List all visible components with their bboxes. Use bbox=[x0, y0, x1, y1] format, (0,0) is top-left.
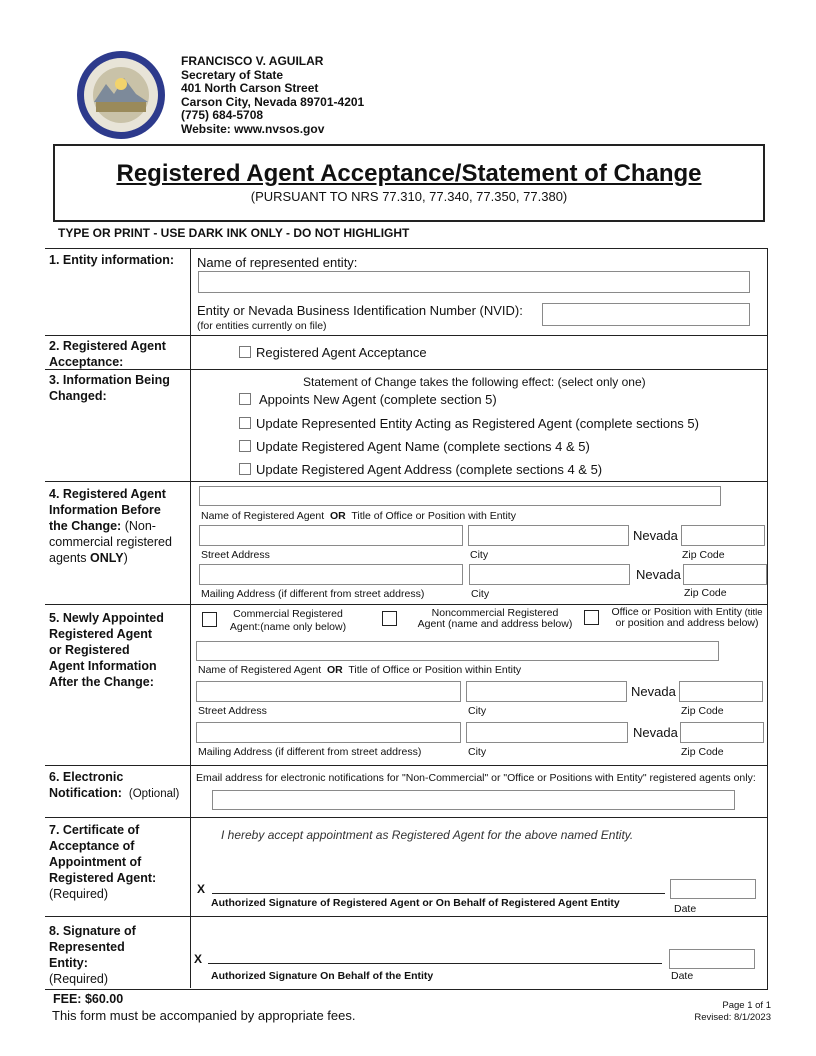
new-mailing-input[interactable] bbox=[196, 722, 461, 743]
prior-zip-input[interactable] bbox=[681, 525, 765, 546]
office-city: Carson City, Nevada 89701-4201 bbox=[181, 94, 365, 109]
registered-agent-acceptance-checkbox[interactable] bbox=[239, 346, 251, 358]
agent-signature-date-input[interactable] bbox=[670, 879, 756, 899]
section-1-label: 1. Entity information: bbox=[49, 253, 174, 267]
option-label-line: Agent:(name only below) bbox=[229, 621, 347, 633]
secretary-name: FRANCISCO V. AGUILAR bbox=[181, 54, 324, 68]
office-phone: (775) 684-5708 bbox=[181, 108, 264, 123]
entity-signature-line[interactable] bbox=[208, 963, 662, 964]
section-4-label-part: ) bbox=[123, 551, 128, 565]
commercial-agent-checkbox[interactable] bbox=[202, 612, 217, 627]
nevada-state-seal bbox=[76, 50, 166, 140]
section-4-label-part: agents bbox=[49, 551, 91, 565]
new-mailing-state-label: Nevada bbox=[633, 725, 678, 740]
option-label-part: Office or Position with Entity bbox=[611, 606, 742, 618]
new-zip-caption: Zip Code bbox=[681, 705, 724, 717]
form-title: Registered Agent Acceptance/Statement of Change bbox=[116, 160, 702, 187]
update-agent-address-checkbox[interactable] bbox=[239, 463, 251, 475]
option-label-part: (title bbox=[741, 607, 763, 618]
entity-name-input[interactable] bbox=[198, 271, 750, 293]
new-city-caption: City bbox=[468, 705, 487, 717]
registered-agent-acceptance-label: Registered Agent Acceptance bbox=[256, 345, 427, 360]
section-3-label-line: Changed: bbox=[49, 389, 107, 403]
title-box bbox=[53, 144, 765, 222]
section-4-label-part: ONLY bbox=[90, 551, 124, 565]
caption-part: Name of Registered Agent bbox=[198, 664, 322, 676]
prior-mailing-zip-input[interactable] bbox=[683, 564, 767, 585]
caption-or: OR bbox=[330, 510, 346, 522]
section-5-label bbox=[49, 610, 164, 690]
agent-signature-line[interactable] bbox=[212, 893, 665, 894]
secretary-of-state-header bbox=[181, 55, 364, 137]
section-2-label-line: Acceptance: bbox=[49, 355, 124, 369]
prior-city-input[interactable] bbox=[468, 525, 629, 546]
prior-state-label: Nevada bbox=[633, 528, 678, 543]
section-4-label-line: 4. Registered Agent bbox=[49, 487, 166, 501]
column-divider bbox=[190, 248, 191, 988]
acceptance-statement: I hereby accept appointment as Registered Agent for the above named Entity. bbox=[221, 828, 634, 842]
section-6-label-part: (Optional) bbox=[128, 788, 180, 800]
nvid-input[interactable] bbox=[542, 303, 750, 326]
prior-mailing-state-label: Nevada bbox=[636, 567, 681, 582]
section-7-label bbox=[49, 822, 156, 902]
section-8-required: (Required) bbox=[49, 972, 109, 986]
noncommercial-agent-checkbox[interactable] bbox=[382, 611, 397, 626]
entity-name-label: Name of represented entity: bbox=[197, 255, 358, 270]
new-street-caption: Street Address bbox=[198, 705, 267, 717]
new-zip-input[interactable] bbox=[679, 681, 763, 702]
option-label-line: Agent (name and address below) bbox=[417, 618, 573, 630]
update-agent-name-label: Update Registered Agent Name (complete sections 4 & 5) bbox=[256, 439, 590, 454]
page-info bbox=[650, 1000, 771, 1024]
prior-street-input[interactable] bbox=[199, 525, 463, 546]
caption-part: Title of Office or Position within Entity bbox=[348, 664, 522, 676]
page-number: Page 1 of 1 bbox=[722, 1000, 771, 1011]
entity-signature-caption: Authorized Signature On Behalf of the Entity bbox=[211, 970, 434, 982]
update-agent-name-checkbox[interactable] bbox=[239, 440, 251, 452]
prior-mailing-city-input[interactable] bbox=[469, 564, 630, 585]
email-notification-input[interactable] bbox=[212, 790, 735, 810]
section-8-label bbox=[49, 923, 136, 987]
row-divider bbox=[45, 604, 768, 605]
caption-or: OR bbox=[327, 664, 343, 676]
noncommercial-agent-label bbox=[414, 608, 576, 630]
row-divider bbox=[45, 481, 768, 482]
prior-mailing-input[interactable] bbox=[199, 564, 463, 585]
new-street-input[interactable] bbox=[196, 681, 461, 702]
prior-agent-name-caption bbox=[201, 510, 516, 522]
prior-zip-caption: Zip Code bbox=[682, 549, 725, 561]
section-6-label-line bbox=[49, 785, 179, 802]
update-represented-entity-label: Update Represented Entity Acting as Registered Agent (complete sections 5) bbox=[256, 416, 699, 431]
section-7-label-line: Registered Agent: bbox=[49, 871, 157, 885]
section-7-required: (Required) bbox=[49, 887, 109, 901]
section-4-label-line bbox=[49, 518, 172, 534]
section-5-label-line: 5. Newly Appointed bbox=[49, 611, 164, 625]
nvid-note: (for entities currently on file) bbox=[197, 320, 327, 332]
prior-mailing-city-caption: City bbox=[471, 588, 490, 600]
prior-city-caption: City bbox=[470, 549, 489, 561]
commercial-agent-label bbox=[228, 608, 348, 634]
update-agent-address-label: Update Registered Agent Address (complete sections 4 & 5) bbox=[256, 462, 603, 477]
section-6-label-line: 6. Electronic bbox=[49, 770, 124, 784]
section-2-label bbox=[49, 338, 166, 370]
section-6-label-part: Notification: bbox=[49, 786, 122, 800]
row-divider bbox=[45, 765, 768, 766]
new-agent-name-caption bbox=[198, 664, 521, 676]
agent-signature-caption: Authorized Signature of Registered Agent or On Behalf of Registered Agent Entity bbox=[211, 897, 620, 909]
section-5-label-line: or Registered bbox=[49, 643, 130, 657]
section-7-label-line: 7. Certificate of bbox=[49, 823, 140, 837]
new-agent-name-input[interactable] bbox=[196, 641, 719, 661]
entity-signature-x: X bbox=[194, 952, 203, 966]
section-7-label-line: Appointment of bbox=[49, 855, 142, 869]
office-street: 401 North Carson Street bbox=[181, 81, 319, 96]
section-3-label bbox=[49, 372, 170, 404]
office-position-label bbox=[605, 607, 769, 629]
nvid-label: Entity or Nevada Business Identification Number (NVID): bbox=[197, 303, 523, 318]
prior-agent-name-input[interactable] bbox=[199, 486, 721, 506]
section-5-label-line: Agent Information bbox=[49, 659, 157, 673]
row-divider bbox=[45, 916, 768, 917]
office-website: Website: www.nvsos.gov bbox=[181, 121, 325, 136]
appoints-new-agent-checkbox[interactable] bbox=[239, 393, 251, 405]
new-city-input[interactable] bbox=[466, 681, 627, 702]
fee-note: This form must be accompanied by appropriate fees. bbox=[52, 1008, 356, 1023]
instructions: TYPE OR PRINT - USE DARK INK ONLY - DO NOT HIGHLIGHT bbox=[58, 226, 410, 240]
new-mailing-city-caption: City bbox=[468, 746, 487, 758]
section-8-label-line: 8. Signature of bbox=[49, 924, 136, 938]
section-8-label-line: Represented bbox=[49, 940, 125, 954]
row-divider bbox=[45, 335, 768, 336]
form-subtitle: (PURSUANT TO NRS 77.310, 77.340, 77.350, 77.380) bbox=[250, 189, 568, 204]
new-mailing-zip-input[interactable] bbox=[680, 722, 764, 743]
section-4-label-line bbox=[49, 550, 172, 566]
agent-signature-x: X bbox=[197, 882, 206, 896]
section-4-label-part: (Non- bbox=[121, 519, 156, 533]
prior-mailing-caption: Mailing Address (if different from street address) bbox=[201, 588, 425, 600]
new-mailing-zip-caption: Zip Code bbox=[681, 746, 724, 758]
appoints-new-agent-label: Appoints New Agent (complete section 5) bbox=[259, 392, 497, 407]
section-7-label-line: Acceptance of bbox=[49, 839, 135, 853]
statement-of-change-intro: Statement of Change takes the following effect: (select only one) bbox=[303, 375, 646, 389]
office-position-checkbox[interactable] bbox=[584, 610, 599, 625]
new-state-label: Nevada bbox=[631, 684, 676, 699]
revision-date: Revised: 8/1/2023 bbox=[694, 1012, 771, 1023]
email-notification-caption: Email address for electronic notifications for "Non-Commercial" or "Office or Positions with Entity" registered agents only: bbox=[196, 772, 756, 784]
section-8-label-line: Entity: bbox=[49, 956, 88, 970]
option-label-line: or position and address below) bbox=[615, 617, 759, 629]
option-label-line: Commercial Registered bbox=[233, 608, 343, 620]
new-mailing-city-input[interactable] bbox=[466, 722, 628, 743]
option-label-line: Noncommercial Registered bbox=[431, 607, 559, 619]
prior-mailing-zip-caption: Zip Code bbox=[684, 587, 727, 599]
prior-street-caption: Street Address bbox=[201, 549, 270, 561]
filing-fee: FEE: $60.00 bbox=[53, 992, 124, 1006]
update-represented-entity-checkbox[interactable] bbox=[239, 417, 251, 429]
section-4-label bbox=[49, 486, 172, 566]
secretary-office: Secretary of State bbox=[181, 67, 284, 82]
section-2-label-line: 2. Registered Agent bbox=[49, 339, 166, 353]
section-4-label-line: Information Before bbox=[49, 503, 161, 517]
section-4-label-part: the Change: bbox=[49, 519, 122, 533]
entity-signature-date-caption: Date bbox=[671, 970, 694, 982]
entity-signature-date-input[interactable] bbox=[669, 949, 755, 969]
section-4-label-line: commercial registered bbox=[49, 535, 172, 549]
caption-part: Name of Registered Agent bbox=[201, 510, 325, 522]
section-5-label-line: After the Change: bbox=[49, 675, 154, 689]
section-6-label bbox=[49, 769, 179, 802]
row-divider bbox=[45, 817, 768, 818]
caption-part: Title of Office or Position with Entity bbox=[351, 510, 516, 522]
agent-signature-date-caption: Date bbox=[674, 903, 697, 915]
section-3-label-line: 3. Information Being bbox=[49, 373, 170, 387]
section-5-label-line: Registered Agent bbox=[49, 627, 153, 641]
new-mailing-caption: Mailing Address (if different from street address) bbox=[198, 746, 422, 758]
